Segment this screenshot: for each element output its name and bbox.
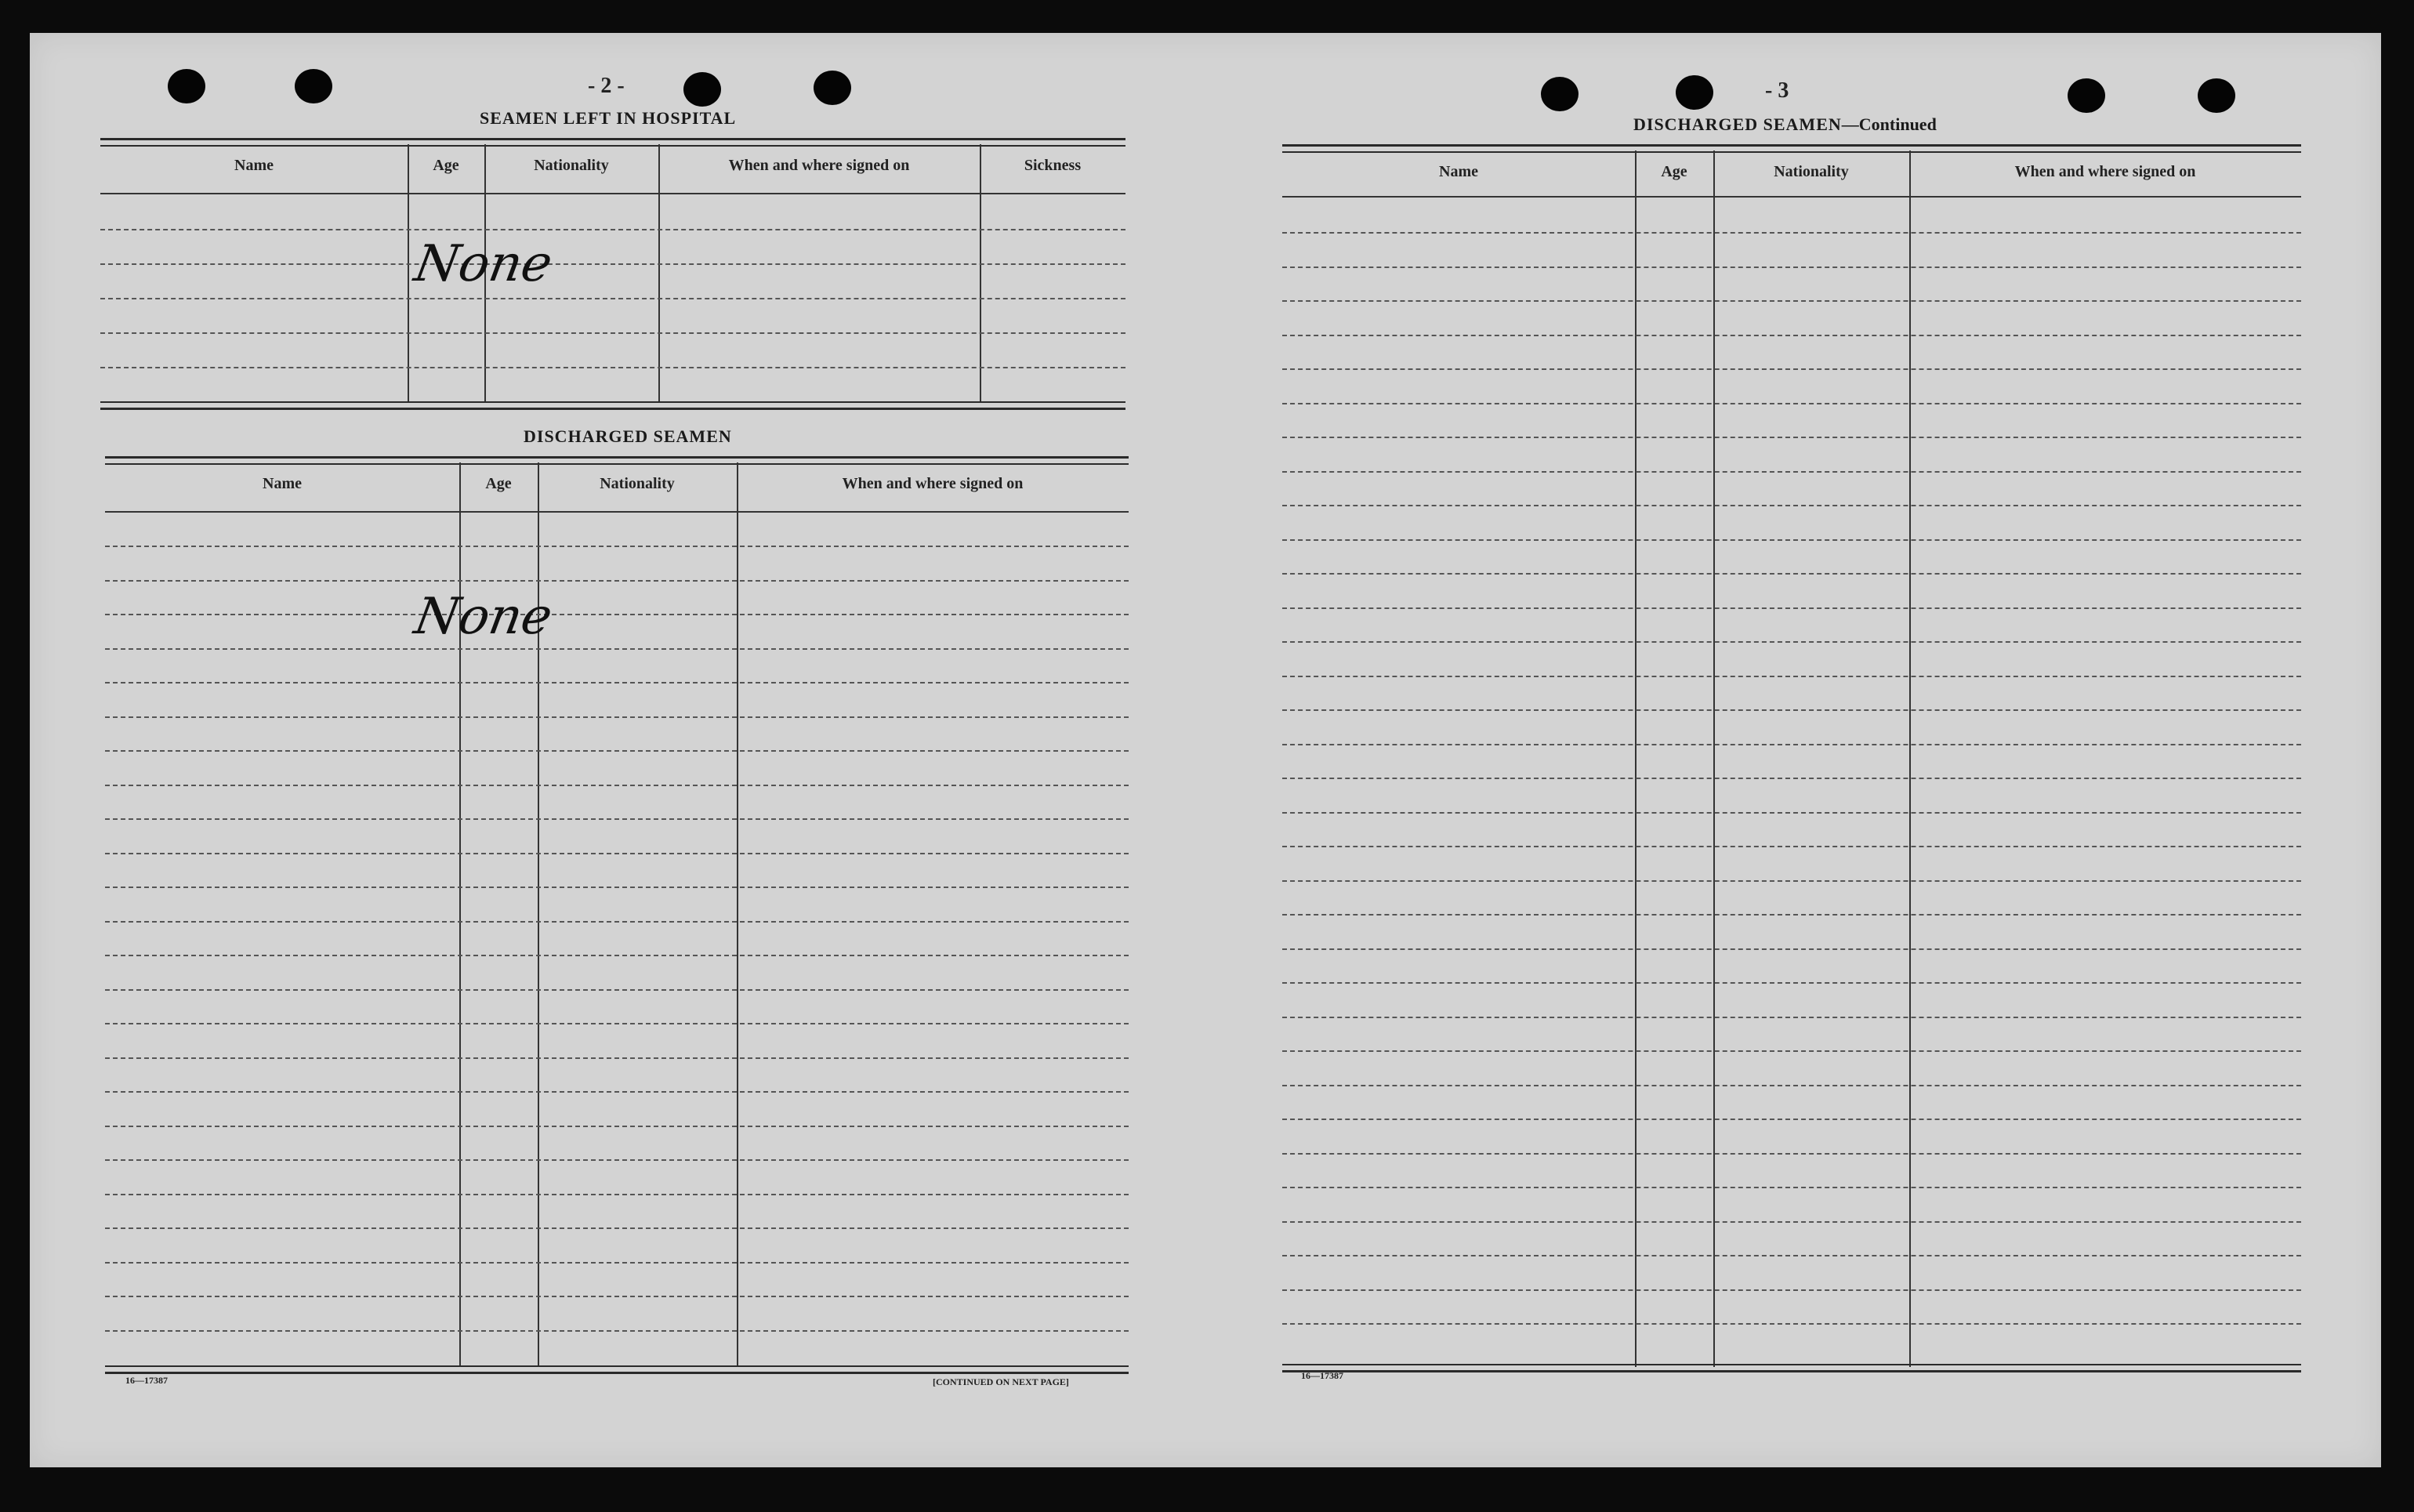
column-header-name: Name xyxy=(263,475,302,492)
row-rule xyxy=(105,546,1129,547)
row-rule xyxy=(105,1262,1129,1264)
form-number: 16—17387 xyxy=(125,1375,168,1386)
discharged-section-title: DISCHARGED SEAMEN xyxy=(524,426,732,446)
column-header-signed-on: When and where signed on xyxy=(728,157,910,174)
punch-hole xyxy=(683,72,721,107)
column-header-name: Name xyxy=(234,157,274,174)
row-rule xyxy=(1282,812,2301,814)
hospital-section-title: SEAMEN LEFT IN HOSPITAL xyxy=(480,108,737,128)
row-rule xyxy=(1282,641,2301,643)
column-header-signed-on: When and where signed on xyxy=(2014,163,2196,180)
row-rule xyxy=(105,1194,1129,1195)
column-header-age: Age xyxy=(485,475,512,492)
column-header-sickness: Sickness xyxy=(1024,157,1082,174)
row-rule xyxy=(105,1227,1129,1229)
column-header-age: Age xyxy=(1661,163,1687,180)
discharged-continued-table xyxy=(1282,144,2301,1370)
page-number: - 2 - xyxy=(588,74,625,98)
row-rule xyxy=(1282,335,2301,336)
row-rule xyxy=(1282,846,2301,847)
punch-hole xyxy=(814,71,851,105)
title-suffix: —Continued xyxy=(1841,114,1937,134)
row-rule xyxy=(1282,676,2301,677)
row-rule xyxy=(105,785,1129,786)
row-rule xyxy=(105,1057,1129,1059)
row-rule xyxy=(1282,437,2301,438)
column-header-nationality: Nationality xyxy=(534,157,609,174)
row-rule xyxy=(1282,914,2301,916)
row-rule xyxy=(1282,982,2301,984)
row-rule xyxy=(1282,1221,2301,1223)
punch-hole xyxy=(168,69,205,103)
row-rule xyxy=(105,1091,1129,1093)
row-rule xyxy=(105,955,1129,956)
continued-note: [CONTINUED ON NEXT PAGE] xyxy=(933,1376,1069,1387)
row-rule xyxy=(105,853,1129,854)
punch-hole xyxy=(1541,77,1579,111)
punch-hole xyxy=(1676,75,1713,110)
row-rule xyxy=(1282,539,2301,541)
row-rule xyxy=(1282,505,2301,506)
row-rule xyxy=(1282,1153,2301,1155)
row-rule xyxy=(1282,267,2301,268)
row-rule xyxy=(105,750,1129,752)
row-rule xyxy=(1282,709,2301,711)
row-rule xyxy=(1282,1187,2301,1188)
row-rule xyxy=(1282,1255,2301,1256)
row-rule xyxy=(105,716,1129,718)
row-rule xyxy=(1282,1119,2301,1120)
row-rule xyxy=(1282,368,2301,370)
row-rule xyxy=(105,1023,1129,1024)
discharged-continued-title xyxy=(1633,114,1937,135)
form-number: 16—17387 xyxy=(1301,1370,1343,1381)
row-rule xyxy=(105,887,1129,888)
row-rule xyxy=(105,1330,1129,1332)
row-rule xyxy=(105,1126,1129,1127)
row-rule xyxy=(1282,573,2301,575)
row-rule xyxy=(1282,778,2301,779)
row-rule xyxy=(1282,880,2301,882)
row-rule xyxy=(1282,744,2301,745)
row-rule xyxy=(1282,948,2301,950)
column-header-nationality: Nationality xyxy=(1774,163,1849,180)
row-rule xyxy=(1282,471,2301,473)
page-number: - 3 xyxy=(1765,78,1789,103)
row-rule xyxy=(105,580,1129,582)
row-rule xyxy=(105,648,1129,650)
hospital-table xyxy=(100,138,1125,409)
row-rule xyxy=(105,614,1129,615)
discharged-table xyxy=(105,456,1129,1372)
punch-hole xyxy=(295,69,332,103)
title-text: DISCHARGED SEAMEN xyxy=(1633,114,1842,134)
punch-hole xyxy=(2198,78,2235,113)
column-header-signed-on: When and where signed on xyxy=(842,475,1024,492)
row-rule xyxy=(105,1296,1129,1297)
row-rule xyxy=(1282,1050,2301,1052)
row-rule xyxy=(105,818,1129,820)
handwritten-none: None xyxy=(410,235,557,293)
punch-hole xyxy=(2068,78,2105,113)
row-rule xyxy=(105,921,1129,923)
row-rule xyxy=(105,989,1129,991)
row-rule xyxy=(1282,607,2301,609)
column-header-age: Age xyxy=(433,157,459,174)
row-rule xyxy=(1282,1289,2301,1291)
row-rule xyxy=(105,1159,1129,1161)
row-rule xyxy=(1282,232,2301,234)
row-rule xyxy=(1282,1085,2301,1086)
row-rule xyxy=(1282,1323,2301,1325)
handwritten-none: None xyxy=(410,588,557,646)
row-rule xyxy=(1282,403,2301,404)
column-header-nationality: Nationality xyxy=(600,475,675,492)
row-rule xyxy=(105,682,1129,683)
row-rule xyxy=(1282,300,2301,302)
row-rule xyxy=(1282,1017,2301,1018)
column-header-name: Name xyxy=(1439,163,1478,180)
